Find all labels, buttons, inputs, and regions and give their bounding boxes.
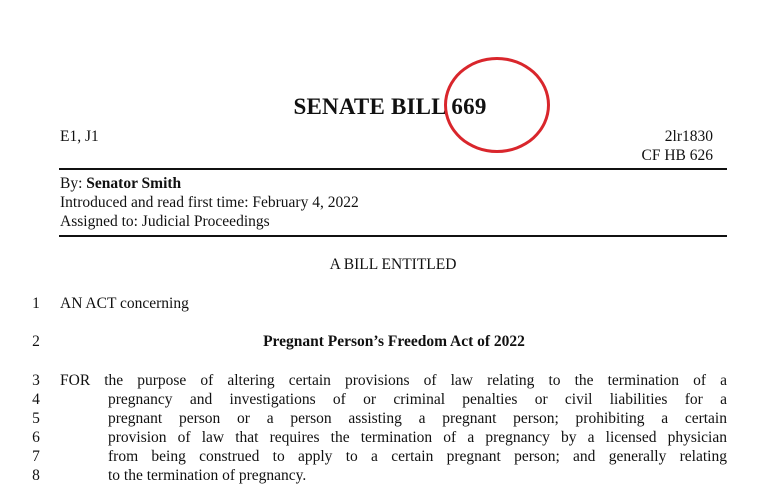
cross-file-code: CF HB 626 [641, 147, 713, 164]
act-concerning: AN ACT concerning [60, 295, 189, 312]
purpose-line: FOR the purpose of altering certain provisions of law relating to the termination of a [60, 372, 727, 389]
purpose-line: provision of law that requires the termination of a pregnancy by a licensed physician [108, 429, 727, 446]
introduced-line: Introduced and read first time: February 4, 2022 [60, 194, 359, 211]
red-circle-annotation [444, 57, 550, 153]
line-number: 8 [32, 467, 40, 484]
line-number: 3 [32, 372, 40, 389]
line-number: 1 [32, 295, 40, 312]
purpose-line: from being construed to apply to a certain pregnant person; and generally relating [108, 448, 727, 465]
short-title: Pregnant Person’s Freedom Act of 2022 [263, 333, 525, 350]
line-number: 5 [32, 410, 40, 427]
purpose-line: pregnancy and investigations of or criminal penalties or civil liabilities for a [108, 391, 727, 408]
bill-title: SENATE BILL 669 [293, 94, 487, 119]
assigned-line: Assigned to: Judicial Proceedings [60, 213, 270, 230]
subject-codes: E1, J1 [60, 128, 99, 145]
bill-entitled: A BILL ENTITLED [329, 256, 457, 273]
line-number: 2 [32, 333, 40, 350]
top-rule [59, 168, 727, 170]
sponsor-name: Senator Smith [86, 175, 182, 192]
bottom-rule [59, 235, 727, 237]
sponsor-line [60, 175, 181, 193]
sponsor-prefix: By: [60, 175, 87, 192]
drafting-code: 2lr1830 [664, 128, 713, 145]
line-number: 4 [32, 391, 40, 408]
line-number: 6 [32, 429, 40, 446]
purpose-line: to the termination of pregnancy. [108, 467, 307, 484]
line-number: 7 [32, 448, 40, 465]
purpose-line: pregnant person or a person assisting a pregnant person; prohibiting a certain [108, 410, 727, 427]
